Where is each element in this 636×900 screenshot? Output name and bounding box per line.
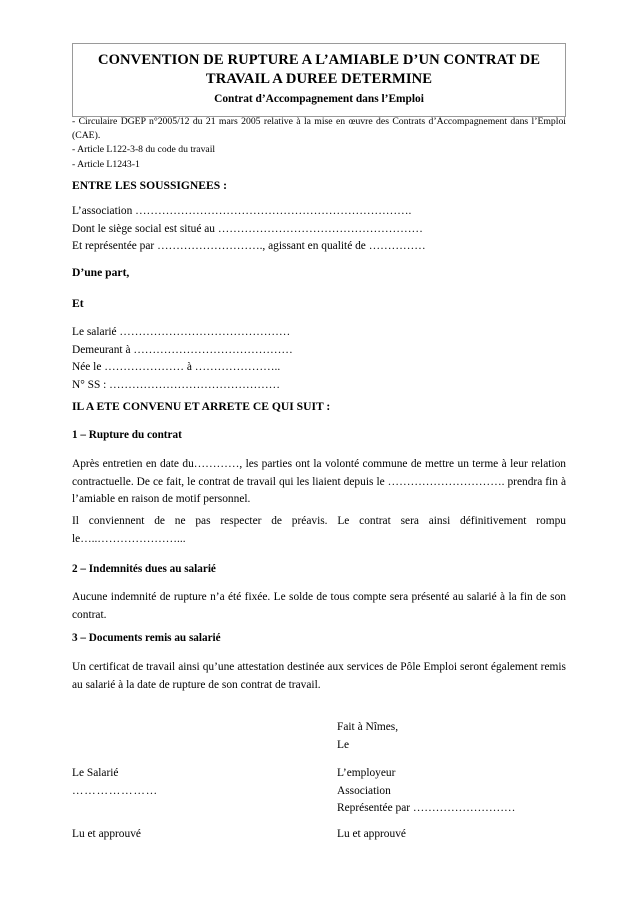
employer-signature-representative: Représentée par ……………………… — [337, 802, 516, 815]
employer-signature-org: Association — [337, 784, 391, 797]
signature-place-date — [337, 719, 582, 754]
section-1-paragraph-1: Après entretien en date du…………, les parties ont la volonté commune de mettre un terme à leur relation contractuelle. De ce fait, le contrat de travail qui les liaient depuis le …………………………. prendra fin à l’amiable en raison de motif personnel. — [72, 458, 566, 506]
employee-birth-line: Née le ………………… à ………………….. — [72, 361, 281, 374]
section-3-heading: 3 – Documents remis au salarié — [72, 632, 221, 644]
employer-details — [72, 203, 566, 256]
employer-association-line: L’association ………………………………………………………………. — [72, 205, 412, 217]
employer-read-approved: Lu et approuvé — [337, 828, 406, 840]
section-2-paragraph-1: Aucune indemnité de rupture n’a été fixée. Le solde de tous compte sera présenté au salarié à la fin de son contrat. — [72, 591, 566, 621]
employee-details — [72, 324, 566, 394]
dune-part-label: D’une part, — [72, 266, 130, 279]
reference-line-1: - Circulaire DGEP n°2005/12 du 21 mars 2005 relative à la mise en œuvre des Contrats d’Accompagnement dans l’Emploi (CAE). — [72, 116, 566, 142]
employee-address-line: Demeurant à …………………………………… — [72, 343, 293, 356]
section-3-paragraph-1: Un certificat de travail ainsi qu’une attestation destinée aux services de Pôle Emploi seront également remis au salarié à la date de rupture de son contrat de travail. — [72, 661, 566, 691]
signature-place: Fait à Nîmes, — [337, 721, 399, 733]
employee-signature-block — [72, 765, 322, 800]
employee-name-line: Le salarié ……………………………………… — [72, 326, 291, 338]
employee-signature-dots: ………………… — [72, 784, 159, 797]
employee-read-approved: Lu et approuvé — [72, 828, 141, 840]
page-title: CONVENTION DE RUPTURE A L’AMIABLE D’UN CONTRAT DE TRAVAIL A DUREE DETERMINE — [97, 52, 541, 87]
reference-line-2: - Article L122-3-8 du code du travail — [72, 144, 216, 156]
et-label: Et — [72, 297, 84, 310]
page-subtitle: Contrat d’Accompagnement dans l’Emploi — [214, 93, 424, 105]
document-title-box — [72, 43, 566, 117]
agreement-heading: IL A ETE CONVENU ET ARRETE CE QUI SUIT : — [72, 400, 331, 413]
reference-line-3: - Article L1243-1 — [72, 158, 140, 170]
employer-signature-title: L’employeur — [337, 767, 396, 779]
legal-references — [72, 115, 566, 172]
signature-date-label: Le — [337, 738, 350, 751]
employee-signature-title: Le Salarié — [72, 767, 119, 779]
employer-representative-line: Et représentée par ………………………., agissant en qualité de …………… — [72, 240, 426, 253]
section-2-heading: 2 – Indemnités dues au salarié — [72, 563, 216, 575]
employer-signature-block — [337, 765, 582, 818]
section-1-heading: 1 – Rupture du contrat — [72, 429, 182, 441]
employee-ssn-line: N° SS : ……………………………………… — [72, 378, 281, 391]
section-1-paragraph-2: Il conviennent de ne pas respecter de préavis. Le contrat sera ainsi définitivement rompu le…..…………………... — [72, 515, 566, 545]
parties-heading: ENTRE LES SOUSSIGNEES : — [72, 179, 227, 192]
employer-address-line: Dont le siège social est situé au ……………………………………………… — [72, 222, 423, 235]
